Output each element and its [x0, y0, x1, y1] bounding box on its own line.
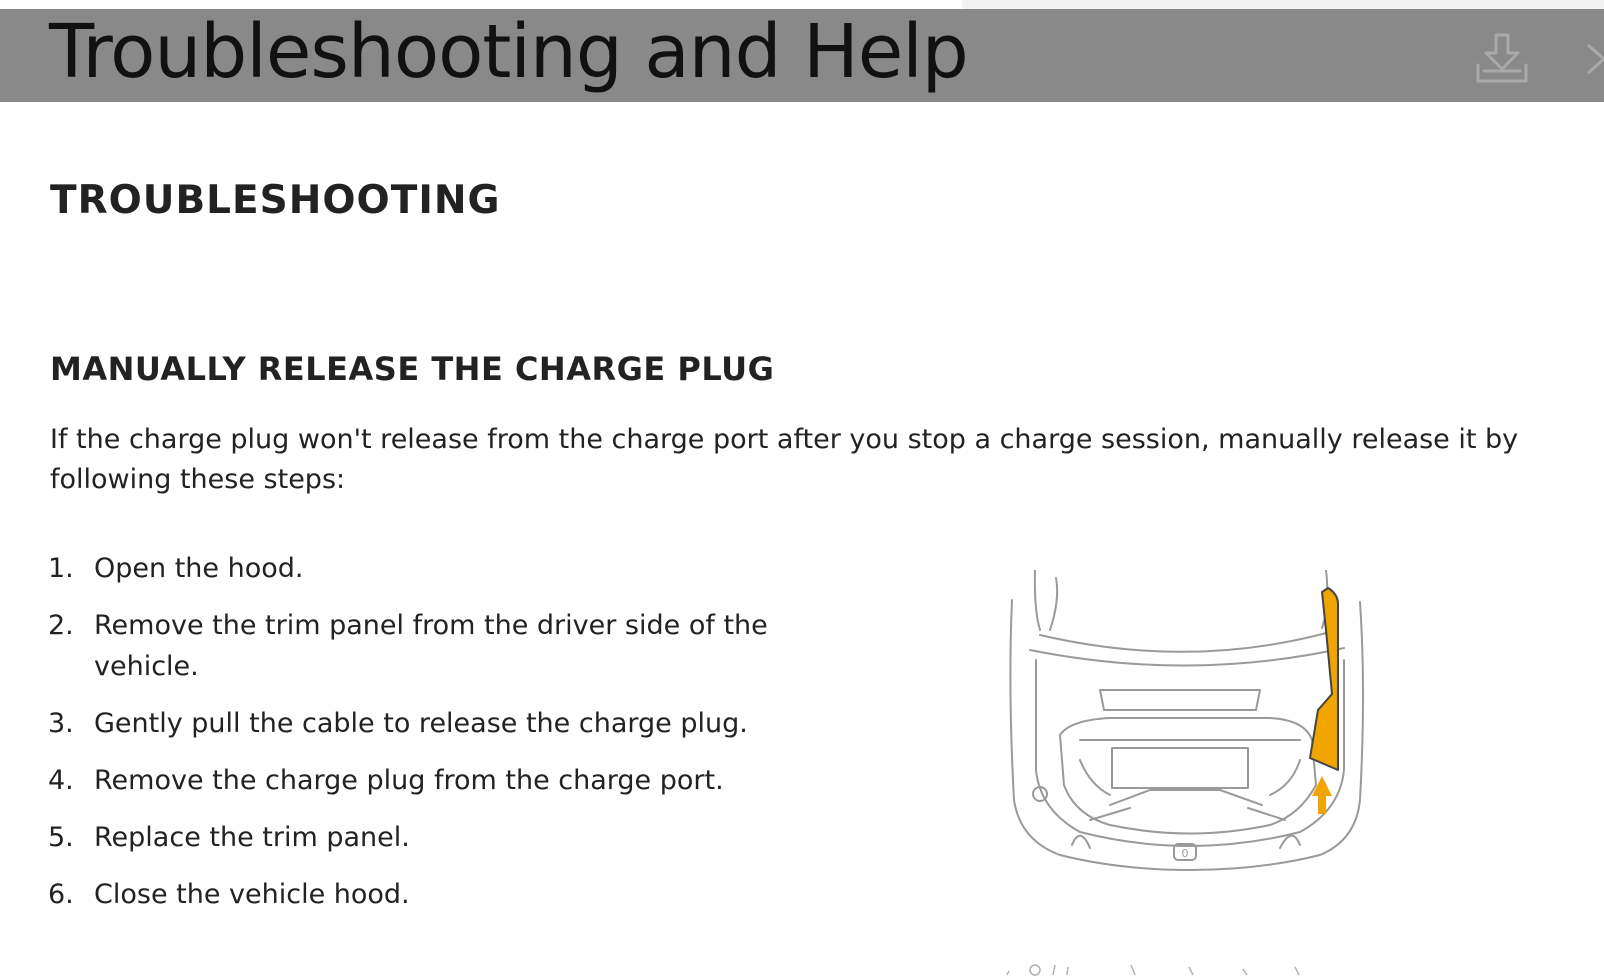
- step-text: Close the vehicle hood.: [94, 879, 410, 910]
- list-item: [48, 817, 808, 858]
- list-item: [48, 605, 808, 687]
- step-text: Gently pull the cable to release the charge plug.: [94, 708, 748, 739]
- step-text: Remove the charge plug from the charge port.: [94, 765, 724, 796]
- step-text: Remove the trim panel from the driver side of the vehicle.: [94, 610, 768, 682]
- download-icon[interactable]: [1474, 31, 1530, 87]
- list-item: [48, 760, 808, 801]
- hood-illustration: [1000, 570, 1400, 900]
- step-number: 6.: [48, 879, 74, 910]
- step-number: 1.: [48, 553, 74, 584]
- steps-list: [48, 548, 808, 931]
- header-bar: [0, 9, 1604, 102]
- section-heading: TROUBLESHOOTING: [50, 178, 501, 223]
- step-number: 3.: [48, 708, 74, 739]
- chevron-right-icon[interactable]: [1584, 39, 1604, 79]
- intro-paragraph: If the charge plug won't release from the charge port after you stop a charge session, manually release it by following these steps:: [50, 424, 1519, 495]
- step-number: 2.: [48, 610, 74, 641]
- step-text: Replace the trim panel.: [94, 822, 410, 853]
- list-item: [48, 548, 808, 589]
- top-strip-right: [962, 0, 1604, 9]
- article-heading: MANUALLY RELEASE THE CHARGE PLUG: [50, 350, 775, 388]
- list-item: [48, 703, 808, 744]
- list-item: [48, 874, 808, 915]
- step-number: 5.: [48, 822, 74, 853]
- partial-illustration-edge: [1005, 955, 1345, 976]
- page-title: Troubleshooting and Help: [49, 9, 968, 95]
- step-text: Open the hood.: [94, 553, 304, 584]
- step-number: 4.: [48, 765, 74, 796]
- svg-text:0: 0: [1181, 847, 1189, 860]
